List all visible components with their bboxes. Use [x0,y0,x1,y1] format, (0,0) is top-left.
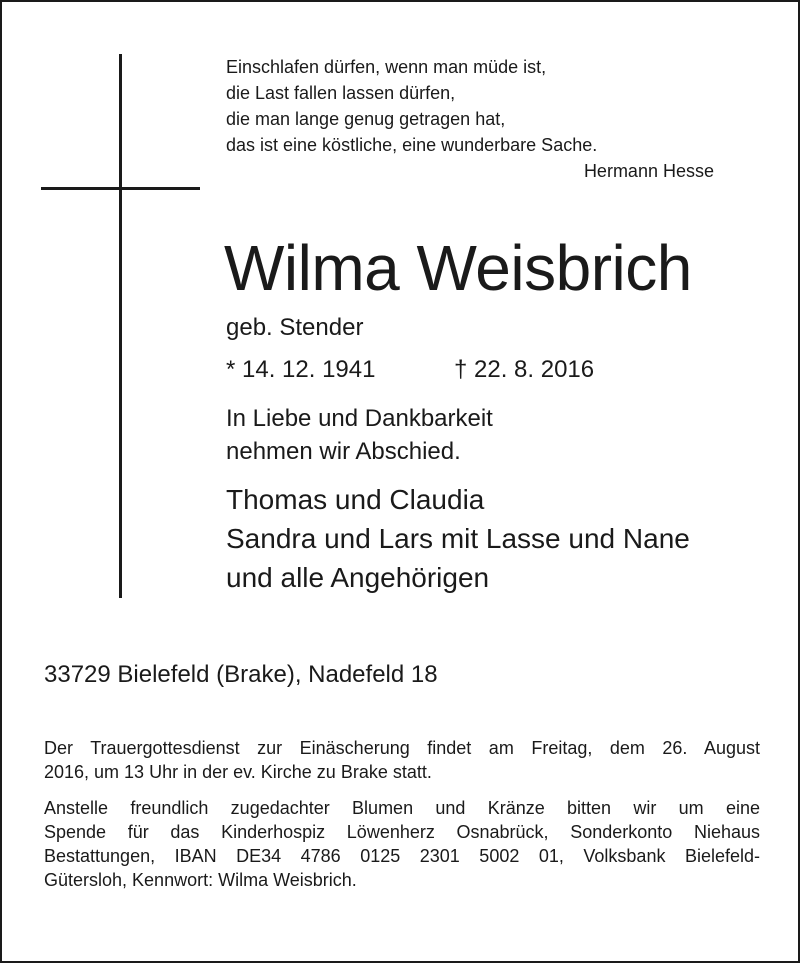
service-notice [44,736,760,784]
farewell-line: In Liebe und Dankbarkeit [226,405,493,432]
deceased-name: Wilma Weisbrich [224,232,692,304]
donation-notice-line: Spende für das Kinderhospiz Löwenherz Osnabrück, Sonderkonto Niehaus [44,822,760,842]
mourners-list [226,480,690,597]
service-notice-line: Der Trauergottesdienst zur Einäscherung findet am Freitag, dem 26. August [44,738,760,758]
farewell-line: nehmen wir Abschied. [226,438,461,465]
poem-line: Einschlafen dürfen, wenn man müde ist, [226,57,547,77]
donation-notice-line: Gütersloh, Kennwort: Wilma Weisbrich. [44,870,357,890]
poem-quote [226,54,716,184]
birth-name: geb. Stender [226,314,364,341]
poem-line: die man lange genug getragen hat, [226,109,506,129]
mourner-line: und alle Angehörigen [226,562,490,593]
mourner-line: Sandra und Lars mit Lasse und Nane [226,523,690,554]
donation-notice-line: Bestattungen, IBAN DE34 4786 0125 2301 5002 01, Volksbank Bielefeld- [44,846,760,866]
family-address: 33729 Bielefeld (Brake), Nadefeld 18 [44,661,438,688]
farewell-text [226,402,493,468]
poem-author: Hermann Hesse [583,161,714,181]
cross-horizontal-bar [41,187,200,190]
mourner-line: Thomas und Claudia [226,484,485,515]
death-date: † 22. 8. 2016 [454,356,595,383]
donation-notice [44,796,760,892]
donation-notice-line: Anstelle freundlich zugedachter Blumen und Kränze bitten wir um eine [44,798,760,818]
poem-line: die Last fallen lassen dürfen, [226,83,456,103]
cross-vertical-bar [119,54,122,598]
service-notice-line: 2016, um 13 Uhr in der ev. Kirche zu Brake statt. [44,762,432,782]
poem-line: das ist eine köstliche, eine wunderbare Sache. [226,135,598,155]
birth-date: * 14. 12. 1941 [226,356,376,383]
